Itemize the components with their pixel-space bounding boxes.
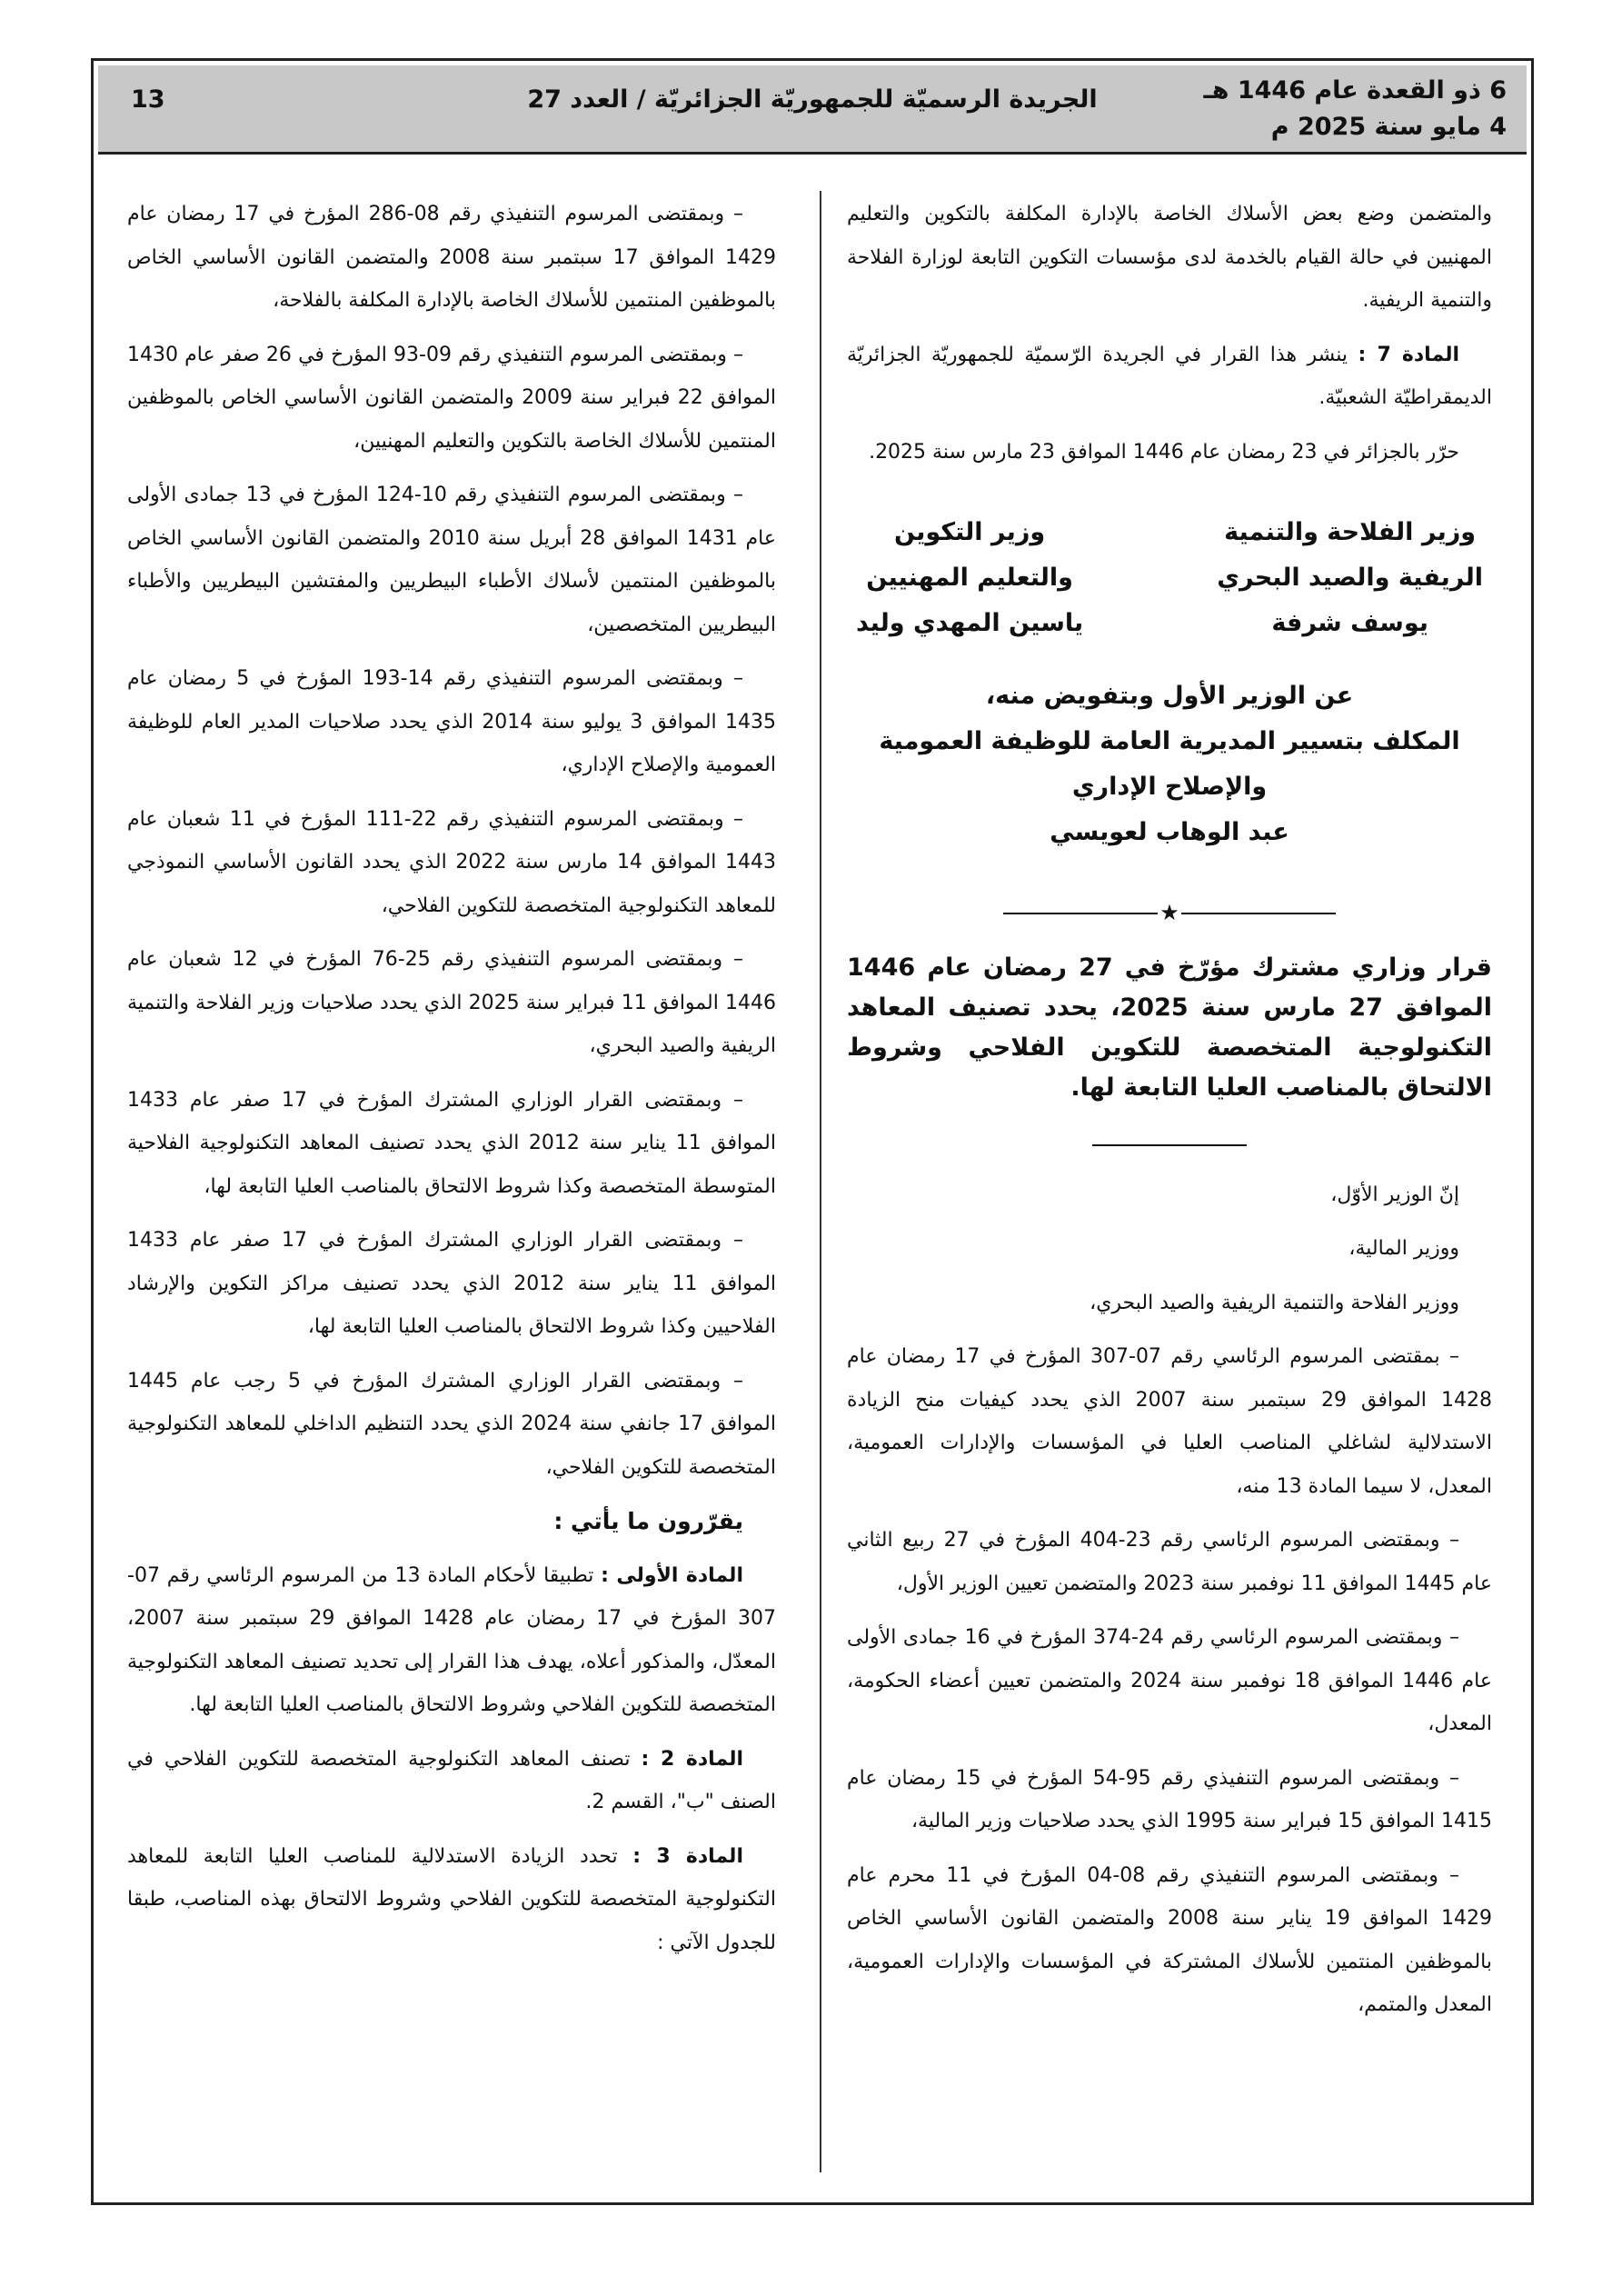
- star-icon: ★: [1159, 900, 1179, 925]
- intro-line: إنّ الوزير الأوّل،: [1330, 1183, 1459, 1206]
- article-text: تحدد الزيادة الاستدلالية للمناصب العليا التابعة للمعاهد التكنولوجية المتخصصة للتكوين الفلاحي وشروط الالتحاق بهذه المناصب، طبقا للجدول الآتي :: [127, 1844, 776, 1954]
- signature-training-minister: [856, 510, 1083, 646]
- signature-name: ياسين المهدي وليد: [856, 609, 1084, 637]
- journal-title: الجريدة الرسميّة للجمهوريّة الجزائريّة / العدد 27: [527, 85, 1098, 114]
- visa-paragraph: – وبمقتضى المرسوم التنفيذي رقم 25-76 المؤرخ في 12 شعبان عام 1446 الموافق 11 فبراير سنة 2025 الذي يحدد صلاحيات وزير الفلاحة والتنمية الريفية والصيد البحري،: [127, 948, 777, 1057]
- article-text: تطبيقا لأحكام المادة 13 من المرسوم الرئاسي رقم 07-307 المؤرخ في 17 رمضان عام 1428 الموافق 29 سبتمبر سنة 2007، المعدّل، والمذكور أعلاه، يهدف هذا القرار إلى تحديد تصنيف المعاهد التكنولوجية المتخصصة للتكوين الفلاحي وشروط الالتحاق بالمناصب العليا التابعة لها.: [127, 1563, 776, 1716]
- intro-line: ووزير الفلاحة والتنمية الريفية والصيد البحري،: [1090, 1291, 1459, 1314]
- visa-paragraph: – وبمقتضى القرار الوزاري المشترك المؤرخ في 5 رجب عام 1445 الموافق 17 جانفي سنة 2024 الذي يحدد التنظيم الداخلي للمعاهد التكنولوجية المتخصصة للتكوين الفلاحي،: [127, 1369, 776, 1479]
- visa-paragraph: – وبمقتضى المرسوم التنفيذي رقم 95-54 المؤرخ في 15 رمضان عام 1415 الموافق 15 فبراير سنة 1995 الذي يحدد صلاحيات وزير المالية،: [847, 1766, 1492, 1832]
- signature-title: وزير التكوين: [894, 518, 1046, 546]
- article-label: المادة 3 :: [632, 1844, 743, 1868]
- signature-title: وزير الفلاحة والتنمية: [1224, 518, 1477, 546]
- signature-name: عبد الوهاب لعويسي: [1050, 818, 1289, 846]
- delegation-line: المكلف بتسيير المديرية العامة للوظيفة العمومية: [879, 727, 1460, 755]
- delegation-line: عن الوزير الأول وبتفويض منه،: [985, 682, 1354, 710]
- article-2: [127, 1738, 776, 1824]
- paragraph: والمتضمن وضع بعض الأسلاك الخاصة بالإدارة المكلفة بالتكوين والتعليم المهنيين في حالة القيام بالخدمة لدى مؤسسات التكوين التابعة لوزارة الفلاحة والتنمية الريفية.: [847, 203, 1492, 312]
- visa-paragraph: – وبمقتضى المرسوم الرئاسي رقم 23-404 المؤرخ في 27 ربيع الثاني عام 1445 الموافق 11 نوفمبر سنة 2023 والمتضمن تعيين الوزير الأول،: [847, 1529, 1492, 1595]
- title-underline: [1092, 1144, 1247, 1146]
- visa-paragraph: – وبمقتضى القرار الوزاري المشترك المؤرخ في 17 صفر عام 1433 الموافق 11 يناير سنة 2012 الذي يحدد تصنيف المعاهد التكنولوجية الفلاحية المتوسطة المتخصصة وكذا شروط الالتحاق بالمناصب العليا التابعة لها،: [127, 1088, 776, 1198]
- left-column: [127, 193, 776, 1975]
- visa-paragraph: – وبمقتضى المرسوم التنفيذي رقم 08-286 المؤرخ في 17 رمضان عام 1429 الموافق 17 سبتمبر سنة 2008 والمتضمن القانون الأساسي الخاص بالموظفين المنتمين للأسلاك الخاصة بالإدارة المكلفة بالفلاحة،: [127, 203, 776, 312]
- signature-title: الريفية والصيد البحري: [1217, 564, 1483, 592]
- done-at: حرّر بالجزائر في 23 رمضان عام 1446 الموافق 23 مارس سنة 2025.: [869, 440, 1459, 464]
- page-number: 13: [131, 85, 165, 114]
- gregorian-date: 4 مايو سنة 2025 م: [1270, 113, 1507, 141]
- article-label: المادة 2 :: [641, 1747, 743, 1771]
- signatures: [856, 510, 1483, 646]
- article-text: تصنف المعاهد التكنولوجية المتخصصة للتكوين الفلاحي في الصنف "ب"، القسم 2.: [127, 1747, 776, 1813]
- article-7: [847, 334, 1492, 420]
- visa-paragraph: – وبمقتضى المرسوم التنفيذي رقم 08-04 المؤرخ في 11 محرم عام 1429 الموافق 19 يناير سنة 2008 والمتضمن القانون الأساسي الخاص بالموظفين المنتمين للأسلاك المشتركة في المؤسسات والإدارات العمومية، المعدل والمتمم،: [847, 1863, 1493, 2016]
- page-header: [98, 65, 1527, 155]
- decision-heading: يقرّرون ما يأتي :: [553, 1508, 743, 1534]
- visa-paragraph: – وبمقتضى المرسوم التنفيذي رقم 14-193 المؤرخ في 5 رمضان عام 1435 الموافق 3 يوليو سنة 2014 الذي يحدد صلاحيات المدير العام للوظيفة العمومية والإصلاح الإداري،: [127, 667, 776, 776]
- separator-line: [1181, 913, 1336, 914]
- article-text: ينشر هذا القرار في الجريدة الرّسميّة للجمهوريّة الجزائريّة الديمقراطيّة الشعبيّة.: [847, 343, 1492, 409]
- article-label: المادة 7 :: [1358, 343, 1459, 366]
- visa-paragraph: – وبمقتضى القرار الوزاري المشترك المؤرخ في 17 صفر عام 1433 الموافق 11 يناير سنة 2012 الذي يحدد تصنيف مراكز التكوين والإرشاد الفلاحيين وكذا شروط الالتحاق بالمناصب العليا التابعة لها،: [127, 1229, 777, 1338]
- delegation-signature: [847, 674, 1492, 855]
- visa-paragraph: – بمقتضى المرسوم الرئاسي رقم 07-307 المؤرخ في 17 رمضان عام 1428 الموافق 29 سبتمبر سنة 2007 الذي يحدد كيفيات منح الزيادة الاستدلالية لشاغلي المناصب العليا في المؤسسات والإدارات العمومية، المعدل، لا سيما المادة 13 منه،: [847, 1345, 1492, 1498]
- delegation-line: والإصلاح الإداري: [1071, 773, 1268, 801]
- signature-title: والتعليم المهنيين: [866, 564, 1073, 592]
- signature-agriculture-minister: [1217, 510, 1483, 646]
- visa-paragraph: – وبمقتضى المرسوم التنفيذي رقم 10-124 المؤرخ في 13 جمادى الأولى عام 1431 الموافق 28 أبريل سنة 2010 والمتضمن القانون الأساسي الخاص بالموظفين المنتمين لأسلاك الأطباء البيطريين والمفتشين البيطريين والأطباء البيطريين المتخصصين،: [127, 484, 776, 636]
- intro-line: ووزير المالية،: [1348, 1237, 1459, 1260]
- right-column: [847, 193, 1492, 2038]
- visa-paragraph: – وبمقتضى المرسوم الرئاسي رقم 24-374 المؤرخ في 16 جمادى الأولى عام 1446 الموافق 18 نوفمبر سنة 2024 والمتضمن تعيين أعضاء الحكومة، المعدل،: [847, 1626, 1492, 1735]
- article-label: المادة الأولى :: [601, 1563, 743, 1587]
- star-separator: [847, 892, 1492, 935]
- decree-title: قرار وزاري مشترك مؤرّخ في 27 رمضان عام 1446 الموافق 27 مارس سنة 2025، يحدد تصنيف المعاهد التكنولوجية المتخصصة للتكوين الفلاحي وشروط الالتحاق بالمناصب العليا التابعة لها.: [847, 953, 1492, 1102]
- article-3: [127, 1835, 776, 1965]
- signature-name: يوسف شرفة: [1271, 609, 1428, 637]
- visa-paragraph: – وبمقتضى المرسوم التنفيذي رقم 09-93 المؤرخ في 26 صفر عام 1430 الموافق 22 فبراير سنة 2009 والمتضمن القانون الأساسي الخاص بالموظفين المنتمين للأسلاك الخاصة بالتكوين والتعليم المهنيين،: [127, 343, 777, 453]
- separator-line: [1003, 913, 1158, 914]
- column-divider: [820, 191, 821, 2172]
- hijri-date: 6 ذو القعدة عام 1446 هـ: [1203, 76, 1507, 105]
- article-1: [127, 1554, 776, 1727]
- visa-paragraph: – وبمقتضى المرسوم التنفيذي رقم 22-111 المؤرخ في 11 شعبان عام 1443 الموافق 14 مارس سنة 2022 الذي يحدد القانون الأساسي النموذجي للمعاهد التكنولوجية المتخصصة للتكوين الفلاحي،: [127, 807, 776, 917]
